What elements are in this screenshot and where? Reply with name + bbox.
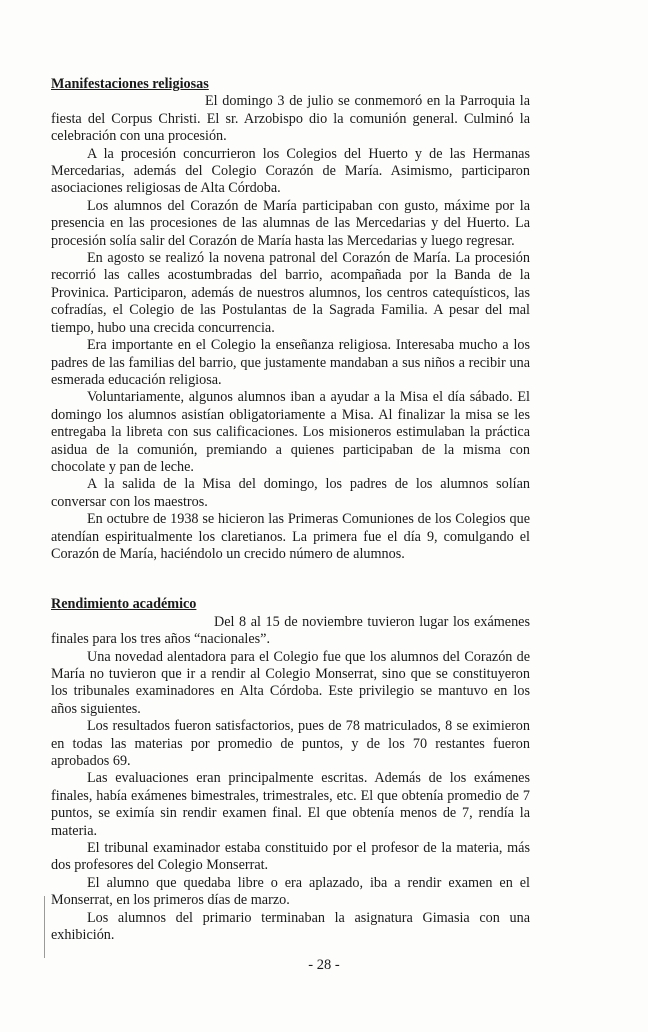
paragraph: En agosto se realizó la novena patronal del Corazón de María. La procesión recorrió las calles acostumbradas del barrio, acompañada por la Banda de la Provinica. Participaron, además de nuestros alumnos, los centros catequísticos, las cofradías, el Colegio de las Postulantas de la Sagrada Familia. A pesar del mal tiempo, hubo una crecida concurrencia. xyxy=(51,250,530,336)
paragraph: Los alumnos del primario terminaban la asignatura Gimasia con una exhibición. xyxy=(51,909,530,944)
paragraph: Las evaluaciones eran principalmente escritas. Además de los exámenes finales, había exámenes bimestrales, trimestrales, etc. El que obtenía promedio de 7 puntos, se eximía sin rendir examen final. El que obtenía menos de 7, rendía la materia. xyxy=(51,770,530,839)
section-religious xyxy=(51,76,530,563)
paragraph: Voluntariamente, algunos alumnos iban a ayudar a la Misa el día sábado. El domingo los alumnos asistían obligatoriamente a Misa. Al finalizar la misa se les entregaba la libreta con sus calificaciones. Los misioneros estimulaban la práctica asidua de la comunión, premiando a quienes participaban de la misma con chocolate y pan de leche. xyxy=(51,389,530,475)
paragraph: Una novedad alentadora para el Colegio fue que los alumnos del Corazón de María no tuvieron que ir a rendir al Colegio Monserrat, sino que se constituyeron los tribunales examinadores en Alta Córdoba. Este privilegio se mantuvo en los años siguientes. xyxy=(51,648,530,717)
paragraph: Los resultados fueron satisfactorios, pues de 78 matriculados, 8 se eximieron en todas las materias por promedio de puntos, y de los 70 restantes fueron aprobados 69. xyxy=(51,718,530,770)
paragraph: El alumno que quedaba libre o era aplazado, iba a rendir examen en el Monserrat, en los primeros días de marzo. xyxy=(51,874,530,909)
paragraph: Del 8 al 15 de noviembre tuvieron lugar los exámenes finales para los tres años “nacionales”. xyxy=(51,613,530,648)
margin-line xyxy=(44,896,45,958)
paragraph: El tribunal examinador estaba constituido por el profesor de la materia, más dos profesores del Colegio Monserrat. xyxy=(51,840,530,874)
paragraph: A la procesión concurrieron los Colegios del Huerto y de las Hermanas Mercedarias, además del Colegio Corazón de María. Asimismo, participaron asociaciones religiosas de Alta Córdoba. xyxy=(51,145,530,197)
paragraph: En octubre de 1938 se hicieron las Primeras Comuniones de los Colegios que atendían espiritualmente los claretianos. La primera fue el día 9, comulgando el Corazón de María, haciéndolo un crecido número de alumnos. xyxy=(51,511,530,562)
paragraph: El domingo 3 de julio se conmemoró en la Parroquia la fiesta del Corpus Christi. El sr. Arzobispo dio la comunión general. Culminó la celebración con una procesión. xyxy=(51,93,530,145)
page-number: - 28 - xyxy=(308,957,340,973)
section-academic xyxy=(51,596,530,944)
section-heading: Rendimiento académico xyxy=(51,596,197,613)
page-body xyxy=(51,76,530,945)
paragraph: Era importante en el Colegio la enseñanza religiosa. Interesaba mucho a los padres de las familias del barrio, que justamente mandaban a sus niños a recibir una esmerada educación religiosa. xyxy=(51,337,530,388)
paragraph: Los alumnos del Corazón de María participaban con gusto, máxime por la presencia en las procesiones de las alumnas de las Mercedarias y del Huerto. La procesión solía salir del Corazón de María hasta las Mercedarias y luego regresar. xyxy=(51,197,530,249)
section-heading: Manifestaciones religiosas xyxy=(51,76,209,92)
paragraph: A la salida de la Misa del domingo, los padres de los alumnos solían conversar con los maestros. xyxy=(51,476,530,510)
